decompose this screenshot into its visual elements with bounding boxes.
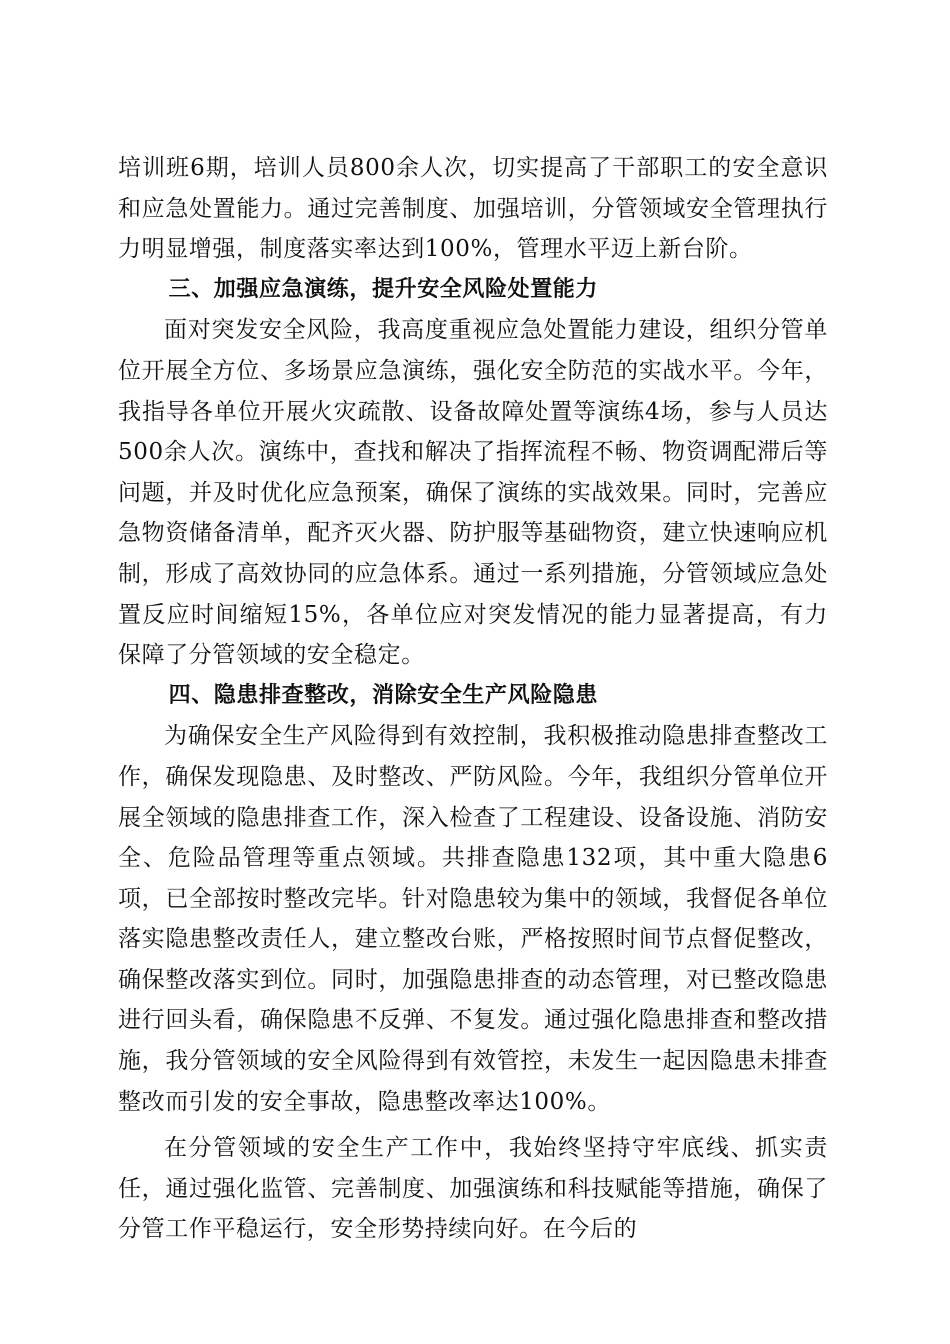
paragraph-hazard-inspection: 为确保安全生产风险得到有效控制，我积极推动隐患排查整改工作，确保发现隐患、及时整改、严防风险。今年，我组织分管单位开展全领域的隐患排查工作，深入检查了工程建设、设备设施、消防安全、危险品管理等重点领域。共排查隐患132项，其中重大隐患6项，已全部按时整改完毕。针对隐患较为集中的领域，我督促各单位落实隐患整改责任人，建立整改台账，严格按照时间节点督促整改，确保整改落实到位。同时，加强隐患排查的动态管理，对已整改隐患进行回头看，确保隐患不反弹、不复发。通过强化隐患排查和整改措施，我分管领域的安全风险得到有效管控，未发生一起因隐患未排查整改而引发的安全事故，隐患整改率达100%。 [118,723,828,1115]
paragraph-conclusion: 在分管领域的安全生产工作中，我始终坚持守牢底线、抓实责任，通过强化监管、完善制度、加强演练和科技赋能等措施，确保了分管工作平稳运行，安全形势持续向好。在今后的 [118,1135,828,1243]
paragraph-emergency-drills: 面对突发安全风险，我高度重视应急处置能力建设，组织分管单位开展全方位、多场景应急演练，强化安全防范的实战水平。今年，我指导各单位开展火灾疏散、设备故障处置等演练4场，参与人员达500余人次。演练中，查找和解决了指挥流程不畅、物资调配滞后等问题，并及时优化应急预案，确保了演练的实战效果。同时，完善应急物资储备清单，配齐灭火器、防护服等基础物资，建立快速响应机制，形成了高效协同的应急体系。通过一系列措施，分管领域应急处置反应时间缩短15%，各单位应对突发情况的能力显著提高，有力保障了分管领域的安全稳定。 [118,317,828,669]
section-heading-emergency-drills: 三、加强应急演练，提升安全风险处置能力 [168,276,598,302]
paragraph-training-summary: 培训班6期，培训人员800余人次，切实提高了干部职工的安全意识和应急处置能力。通过完善制度、加强培训，分管领域安全管理执行力明显增强，制度落实率达到100%，管理水平迈上新台阶。 [118,155,828,263]
document-page [118,148,828,1250]
section-heading-hazard-inspection: 四、隐患排查整改，消除安全生产风险隐患 [168,682,598,708]
